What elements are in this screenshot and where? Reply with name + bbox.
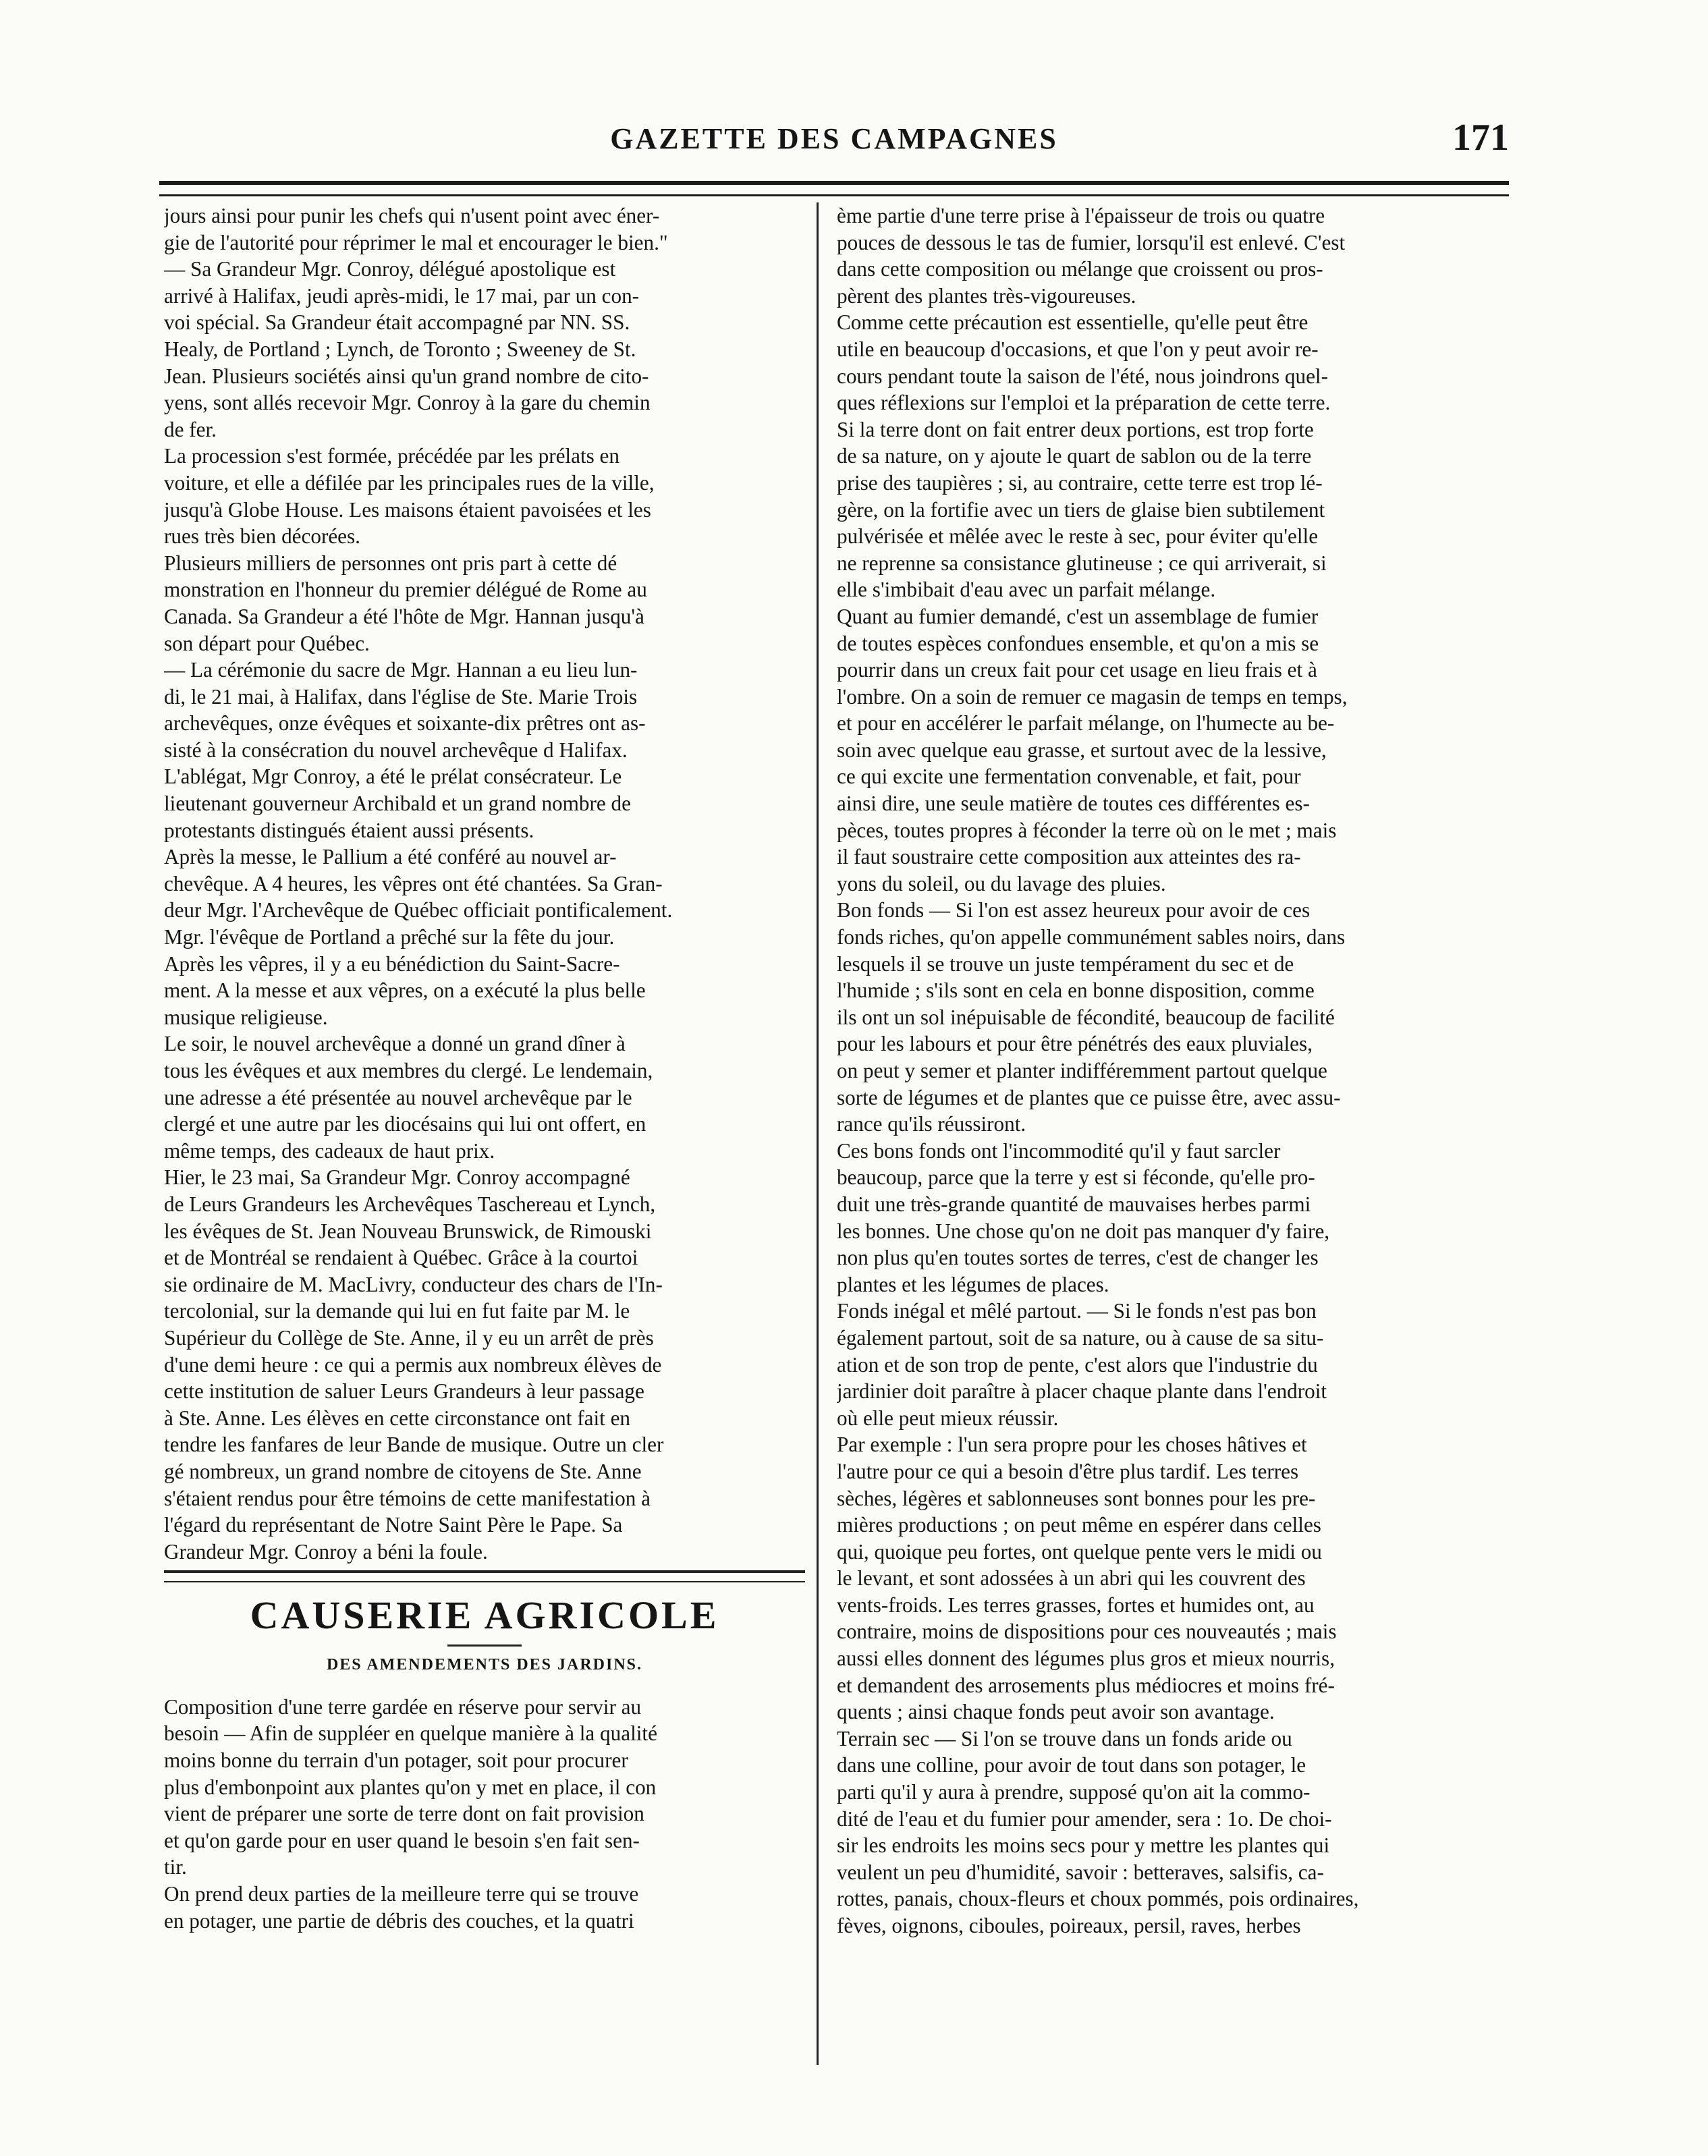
text-line: Composition d'une terre gardée en réserve pour servir au <box>164 1694 642 1719</box>
text-line: veulent un peu d'humidité, savoir : betteraves, salsifis, ca- <box>837 1860 1324 1884</box>
text-line: protestants distingués étaient aussi présents. <box>164 818 534 842</box>
text-line: Hier, le 23 mai, Sa Grandeur Mgr. Conroy accompagné <box>164 1165 630 1190</box>
text-line: les évêques de St. Jean Nouveau Brunswick, de Rimouski <box>164 1219 652 1243</box>
text-line: yons du soleil, ou du lavage des pluies. <box>837 871 1166 895</box>
text-line: le levant, et sont adossées à un abri qui les couvrent des <box>837 1566 1306 1591</box>
section-divider <box>164 1570 805 1582</box>
text-line: Plusieurs milliers de personnes ont pris part à cette dé <box>164 551 617 575</box>
text-line: cette institution de saluer Leurs Grandeurs à leur passage <box>164 1379 644 1404</box>
text-line: en potager, une partie de débris des couches, et la quatri <box>164 1908 634 1933</box>
text-line: dans une colline, pour avoir de tout dans son potager, le <box>837 1753 1306 1777</box>
text-line: utile en beaucoup d'occasions, et que l'on y peut avoir re- <box>837 337 1319 361</box>
text-line: Canada. Sa Grandeur a été l'hôte de Mgr. Hannan jusqu'à <box>164 604 644 628</box>
text-line: L'ablégat, Mgr Conroy, a été le prélat consécrateur. Le <box>164 765 622 789</box>
title-rule <box>447 1644 522 1647</box>
text-line: yens, sont allés recevoir Mgr. Conroy à la gare du chemin <box>164 391 651 415</box>
text-line: vient de préparer une sorte de terre dont on fait provision <box>164 1802 644 1826</box>
text-line: tercolonial, sur la demande qui lui en fut faite par M. le <box>164 1299 630 1323</box>
text-line: sie ordinaire de M. MacLivry, conducteur des chars de l'In- <box>164 1272 663 1296</box>
text-line: musique religieuse. <box>164 1005 328 1029</box>
text-line: archevêques, onze évêques et soixante-dix prêtres ont as- <box>164 711 646 736</box>
text-line: de sa nature, on y ajoute le quart de sablon ou de la terre <box>837 444 1312 468</box>
text-line: La procession s'est formée, précédée par les prélats en <box>164 444 619 468</box>
text-line: sorte de légumes et de plantes que ce puisse être, avec assu- <box>837 1085 1341 1109</box>
text-line: jardinier doit paraître à placer chaque plante dans l'endroit <box>837 1379 1327 1404</box>
text-line: pèces, toutes propres à féconder la terre où on le met ; mais <box>837 818 1337 842</box>
text-line: contraire, moins de dispositions pour ces nouveautés ; mais <box>837 1620 1337 1644</box>
text-line: gie de l'autorité pour réprimer le mal et encourager le bien." <box>164 230 668 254</box>
text-line: Après la messe, le Pallium a été conféré au nouvel ar- <box>164 845 617 869</box>
text-line: gère, on la fortifie avec un tiers de glaise bien subtilement <box>837 497 1325 522</box>
text-line: Terrain sec — Si l'on se trouve dans un fonds aride ou <box>837 1726 1292 1750</box>
text-line: d'une demi heure : ce qui a permis aux nombreux élèves de <box>164 1352 662 1377</box>
text-line: sir les endroits les moins secs pour y mettre les plantes qui <box>837 1833 1330 1858</box>
text-line: pouces de dessous le tas de fumier, lorsqu'il est enlevé. C'est <box>837 230 1346 254</box>
text-line: l'humide ; s'ils sont en cela en bonne disposition, comme <box>837 978 1315 1003</box>
text-line: de Leurs Grandeurs les Archevêques Taschereau et Lynch, <box>164 1192 656 1216</box>
text-line: également partout, soit de sa nature, ou à cause de sa situ- <box>837 1325 1324 1350</box>
text-line: et qu'on garde pour en user quand le besoin s'en fait sen- <box>164 1828 640 1852</box>
text-line: l'autre pour ce qui a besoin d'être plus tardif. Les terres <box>837 1459 1299 1483</box>
text-line: Quant au fumier demandé, c'est un assemblage de fumier <box>837 604 1319 628</box>
text-line: gé nombreux, un grand nombre de citoyens de Ste. Anne <box>164 1459 642 1483</box>
text-line: parti qu'il y aura à prendre, supposé qu'on ait la commo- <box>837 1780 1311 1804</box>
text-line: sisté à la consécration du nouvel archevêque d Halifax. <box>164 738 628 762</box>
header-rule <box>159 181 1509 196</box>
text-line: ce qui excite une fermentation convenable, et fait, pour <box>837 765 1301 789</box>
text-line: et demandent des arrosements plus médiocres et moins fré- <box>837 1673 1335 1697</box>
text-line: tous les évêques et aux membres du clergé. Le lendemain, <box>164 1059 653 1082</box>
text-line: Comme cette précaution est essentielle, qu'elle peut être <box>837 310 1308 335</box>
text-line: mières productions ; on peut même en espérer dans celles <box>837 1513 1321 1537</box>
text-line: plantes et les légumes de places. <box>837 1272 1109 1296</box>
text-line: l'égard du représentant de Notre Saint Père le Pape. Sa <box>164 1513 623 1537</box>
right-column-text <box>837 202 1478 1939</box>
text-line: rance qu'ils réussiront. <box>837 1112 1026 1136</box>
text-line: deur Mgr. l'Archevêque de Québec officiait pontificalement. <box>164 898 673 922</box>
text-line: ème partie d'une terre prise à l'épaisseur de trois ou quatre <box>837 204 1325 227</box>
text-line: fèves, oignons, ciboules, poireaux, persil, raves, herbes <box>837 1914 1301 1937</box>
text-line: et de Montréal se rendaient à Québec. Grâce à la courtoi <box>164 1246 638 1270</box>
text-line: prise des taupières ; si, au contraire, cette terre est trop lé- <box>837 470 1323 495</box>
left-column <box>164 202 805 1934</box>
text-line: Mgr. l'évêque de Portland a prêché sur la fête du jour. <box>164 925 615 949</box>
text-line: On prend deux parties de la meilleure terre qui se trouve <box>164 1882 639 1906</box>
section-subtitle: DES AMENDEMENTS DES JARDINS. <box>326 1656 643 1674</box>
text-line: rottes, panais, choux-fleurs et choux pommés, pois ordinaires, <box>837 1887 1359 1911</box>
text-line: lieutenant gouverneur Archibald et un grand nombre de <box>164 792 631 816</box>
page-number: 171 <box>1452 117 1509 159</box>
text-line: sèches, légères et sablonneuses sont bonnes pour les pre- <box>837 1486 1316 1510</box>
text-line: où elle peut mieux réussir. <box>837 1406 1059 1430</box>
text-line: son départ pour Québec. <box>164 631 370 655</box>
text-line: Fonds inégal et mêlé partout. — Si le fonds n'est pas bon <box>837 1299 1317 1323</box>
text-line: il faut soustraire cette composition aux atteintes des ra- <box>837 845 1301 869</box>
text-line: Par exemple : l'un sera propre pour les choses hâtives et <box>837 1433 1307 1457</box>
text-line: Jean. Plusieurs sociétés ainsi qu'un grand nombre de cito- <box>164 364 649 388</box>
text-line: ils ont un sol inépuisable de fécondité, beaucoup de facilité <box>837 1005 1335 1029</box>
text-line: pulvérisée et mêlée avec le reste à sec, pour éviter qu'elle <box>837 524 1319 549</box>
text-line: beaucoup, parce que la terre y est si féconde, qu'elle pro- <box>837 1165 1315 1190</box>
text-line: jours ainsi pour punir les chefs qui n'usent point avec éner- <box>164 204 660 227</box>
left-column-text-2 <box>164 1694 805 1934</box>
text-line: s'étaient rendus pour être témoins de cette manifestation à <box>164 1486 651 1510</box>
text-line: rues très bien décorées. <box>164 524 360 549</box>
text-line: dité de l'eau et du fumier pour amender, sera : 1o. De choi- <box>837 1806 1332 1831</box>
text-line: chevêque. A 4 heures, les vêpres ont été chantées. Sa Gran- <box>164 871 663 895</box>
text-line: qui, quoique peu fortes, ont quelque pente vers le midi ou <box>837 1539 1322 1564</box>
text-line: de toutes espèces confondues ensemble, et qu'on a mis se <box>837 631 1319 655</box>
text-line: Le soir, le nouvel archevêque a donné un grand dîner à <box>164 1032 626 1056</box>
text-line: lesquels il se trouve un juste tempérament du sec et de <box>837 951 1294 976</box>
text-line: on peut y semer et planter indifféremment partout quelque <box>837 1059 1327 1082</box>
text-line: — Sa Grandeur Mgr. Conroy, délégué apostolique est <box>164 257 616 281</box>
text-line: di, le 21 mai, à Halifax, dans l'église de Ste. Marie Trois <box>164 684 638 709</box>
text-line: quents ; ainsi chaque fonds peut avoir son avantage. <box>837 1700 1275 1724</box>
text-line: non plus qu'en toutes sortes de terres, c'est de changer les <box>837 1246 1319 1270</box>
text-line: clergé et une autre par les diocésains qui lui ont offert, en <box>164 1112 646 1136</box>
text-line: voi spécial. Sa Grandeur était accompagné par NN. SS. <box>164 310 630 335</box>
text-line: de fer. <box>164 417 217 441</box>
text-line: Healy, de Portland ; Lynch, de Toronto ; Sweeney de St. <box>164 337 636 361</box>
text-line: dans cette composition ou mélange que croissent ou pros- <box>837 257 1323 281</box>
text-line: Ces bons fonds ont l'incommodité qu'il y faut sarcler <box>837 1138 1281 1163</box>
text-line: ainsi dire, une seule matière de toutes ces différentes es- <box>837 792 1310 816</box>
text-line: ation et de son trop de pente, c'est alors que l'industrie du <box>837 1352 1318 1377</box>
text-line: ne reprenne sa consistance glutineuse ; ce qui arriverait, si <box>837 551 1327 575</box>
left-column-text <box>164 202 805 1565</box>
text-line: Si la terre dont on fait entrer deux portions, est trop forte <box>837 417 1314 441</box>
text-line: Après les vêpres, il y a eu bénédiction du Saint-Sacre- <box>164 951 620 976</box>
text-line: plus d'embonpoint aux plantes qu'on y met en place, il con <box>164 1775 657 1799</box>
text-line: besoin — Afin de suppléer en quelque manière à la qualité <box>164 1721 657 1746</box>
publication-title: GAZETTE DES CAMPAGNES <box>610 122 1058 155</box>
right-column <box>837 202 1478 1939</box>
column-divider <box>817 202 819 2065</box>
text-line: elle s'imbibait d'eau avec un parfait mélange. <box>837 578 1216 602</box>
text-line: ques réflexions sur l'emploi et la préparation de cette terre. <box>837 391 1331 415</box>
text-line: les bonnes. Une chose qu'on ne doit pas manquer d'y faire, <box>837 1219 1330 1243</box>
text-line: ment. A la messe et aux vêpres, on a exécuté la plus belle <box>164 978 646 1003</box>
text-line: — La cérémonie du sacre de Mgr. Hannan a eu lieu lun- <box>164 658 638 682</box>
text-line: vents-froids. Les terres grasses, fortes et humides ont, au <box>837 1593 1315 1617</box>
text-line: même temps, des cadeaux de haut prix. <box>164 1138 495 1163</box>
text-line: pèrent des plantes très-vigoureuses. <box>837 283 1136 308</box>
section-title: CAUSERIE AGRICOLE <box>250 1593 719 1638</box>
text-line: moins bonne du terrain d'un potager, soit pour procurer <box>164 1748 628 1773</box>
text-line: arrivé à Halifax, jeudi après-midi, le 17 mai, par un con- <box>164 283 640 308</box>
text-line: monstration en l'honneur du premier délégué de Rome au <box>164 578 647 602</box>
text-line: à Ste. Anne. Les élèves en cette circonstance ont fait en <box>164 1406 631 1430</box>
text-line: tir. <box>164 1855 187 1879</box>
text-line: jusqu'à Globe House. Les maisons étaient pavoisées et les <box>164 497 651 522</box>
page-header <box>159 117 1509 169</box>
text-line: une adresse a été présentée au nouvel archevêque par le <box>164 1085 632 1109</box>
text-line: duit une très-grande quantité de mauvaises herbes parmi <box>837 1192 1311 1216</box>
text-line: soin avec quelque eau grasse, et surtout avec de la lessive, <box>837 738 1327 762</box>
text-line: tendre les fanfares de leur Bande de musique. Outre un cler <box>164 1433 664 1457</box>
text-line: Supérieur du Collège de Ste. Anne, il y eu un arrêt de près <box>164 1325 654 1350</box>
text-line: et pour en accélérer le parfait mélange, on l'humecte au be- <box>837 711 1335 736</box>
text-line: Grandeur Mgr. Conroy a béni la foule. <box>164 1539 488 1564</box>
text-line: cours pendant toute la saison de l'été, nous joindrons quel- <box>837 364 1328 388</box>
text-line: l'ombre. On a soin de remuer ce magasin de temps en temps, <box>837 684 1348 709</box>
text-line: voiture, et elle a défilée par les principales rues de la ville, <box>164 470 655 495</box>
text-line: fonds riches, qu'on appelle communément sables noirs, dans <box>837 925 1346 949</box>
text-line: pour les labours et pour être pénétrés des eaux pluviales, <box>837 1032 1313 1056</box>
text-line: aussi elles donnent des légumes plus gros et mieux nourris, <box>837 1647 1335 1671</box>
text-line: Bon fonds — Si l'on est assez heureux pour avoir de ces <box>837 898 1311 922</box>
text-line: pourrir dans un creux fait pour cet usage en lieu frais et à <box>837 658 1317 682</box>
